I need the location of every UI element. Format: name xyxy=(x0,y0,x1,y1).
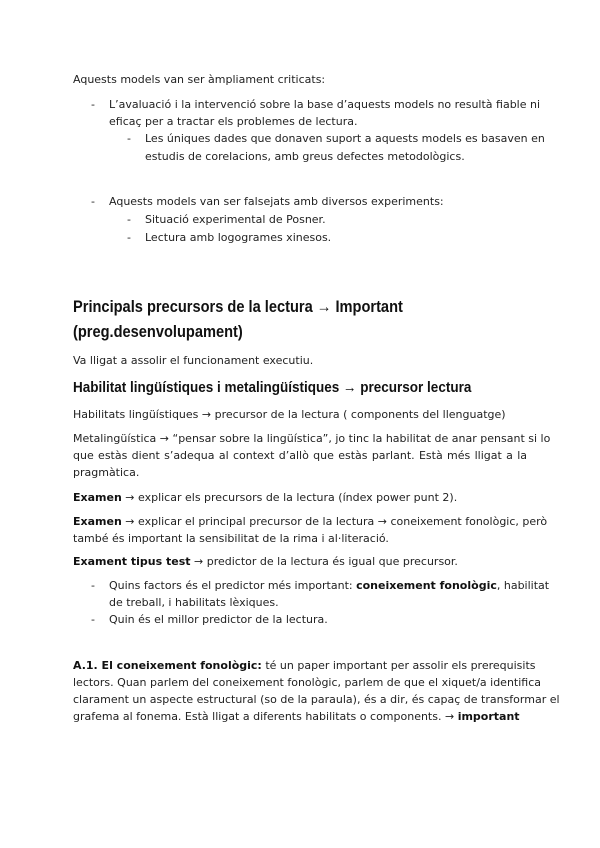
paragraph-habilitats: Habilitats lingüístiques → precursor de la lectura ( components del llenguatge) xyxy=(73,408,506,421)
sub-bullet2-2: Lectura amb logogrames xinesos. xyxy=(145,231,332,244)
sub-bullet1-line2: estudis de corelacions, amb greus defectes metodològics. xyxy=(145,150,465,163)
bullet-dash: - xyxy=(127,231,131,244)
question1-line1 xyxy=(109,577,550,595)
section-title-line2: (preg.desenvolupament) xyxy=(73,322,243,341)
paragraph-metalinguistica-line2: que estàs dient s’adequa al context d’allò que estàs parlant. Està més lligat a la xyxy=(73,449,527,462)
a1-line4-text: grafema al fonema. Està lligat a diferents habilitats o components. → xyxy=(73,710,458,723)
question1-pre: Quins factors és el predictor més important: xyxy=(109,579,357,592)
a1-line2: lectors. Quan parlem del coneixement fonològic, parlem de que el xiquet/a identifica xyxy=(73,676,542,689)
a1-line3: clarament un aspecte estructural (so de la paraula), és a dir, és capaç de transformar el xyxy=(73,693,560,706)
question1-line2: de treball, i habilitats lèxiques. xyxy=(109,596,279,609)
paragraph-metalinguistica-line1: Metalingüística → “pensar sobre la lingüística”, jo tinc la habilitat de anar pensant si lo xyxy=(73,432,551,445)
bullet1-line2: eficaç per a tractar els problemes de lectura. xyxy=(109,115,358,128)
bullet-dash: - xyxy=(91,195,95,208)
question1-bold: coneixement fonològic xyxy=(356,579,497,592)
important-label: important xyxy=(457,710,520,723)
exam-text: → predictor de la lectura és igual que precursor. xyxy=(190,555,458,568)
question1-post: , habilitat xyxy=(496,579,550,592)
exam-text: → explicar el principal precursor de la lectura → coneixement fonològic, però xyxy=(121,515,548,528)
criticized-text: Aquests models van ser àmpliament criticats: xyxy=(73,73,326,86)
exam-label: Exament tipus test xyxy=(73,555,191,568)
exam-text: → explicar els precursors de la lectura (índex power punt 2). xyxy=(121,491,458,504)
sub-bullet1-line1: Les úniques dades que donaven suport a aquests models es basaven en xyxy=(145,132,545,145)
exam-note-3 xyxy=(73,553,458,571)
paragraph-metalinguistica-line3: pragmàtica. xyxy=(73,466,140,479)
lead-text: Va lligat a assolir el funcionament executiu. xyxy=(73,354,314,367)
subheading: Habilitat lingüístiques i metalingüístiques → precursor lectura xyxy=(73,379,472,396)
exam-label: Examen xyxy=(73,491,122,504)
bullet2-text: Aquests models van ser falsejats amb diversos experiments: xyxy=(109,195,444,208)
bullet-dash: - xyxy=(91,579,95,592)
sub-bullet2-1: Situació experimental de Posner. xyxy=(145,213,326,226)
bullet1-line1: L’avaluació i la intervenció sobre la base d’aquests models no resultà fiable ni xyxy=(109,98,541,111)
bullet-dash: - xyxy=(127,213,131,226)
question2: Quin és el millor predictor de la lectura. xyxy=(109,613,328,626)
exam-note-2-line2: també és important la sensibilitat de la rima i al·literació. xyxy=(73,532,389,545)
section-title-line1: Principals precursors de la lectura → Important xyxy=(73,297,403,316)
exam-note-1 xyxy=(73,489,457,507)
a1-line1 xyxy=(73,657,536,675)
a1-label: A.1. El coneixement fonològic: xyxy=(73,659,262,672)
bullet-dash: - xyxy=(91,613,95,626)
exam-label: Examen xyxy=(73,515,122,528)
exam-note-2-line1 xyxy=(73,513,548,531)
a1-line4 xyxy=(73,708,520,726)
bullet-dash: - xyxy=(127,132,131,145)
bullet-dash: - xyxy=(91,98,95,111)
a1-line1-text: té un paper important per assolir els prerequisits xyxy=(261,659,536,672)
